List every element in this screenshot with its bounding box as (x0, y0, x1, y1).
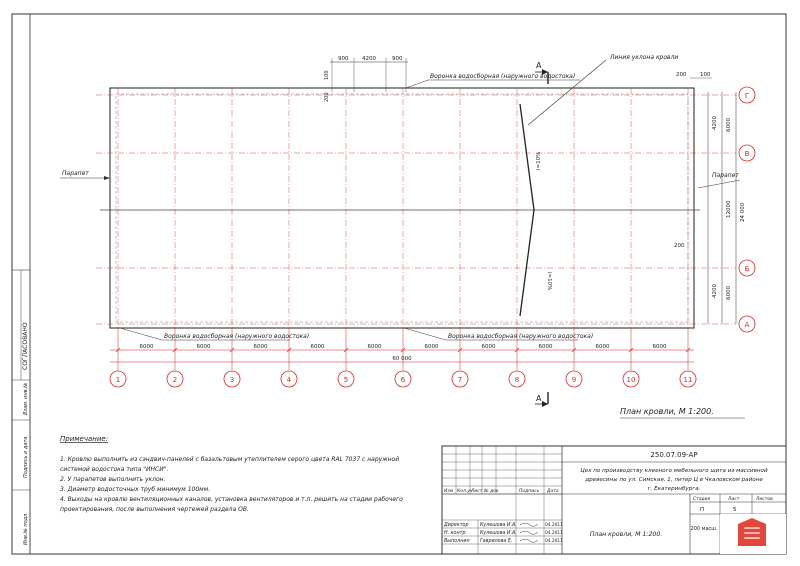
axis-bubble-1 (110, 371, 126, 387)
top-dim-2: 4200 (362, 56, 376, 62)
axis-label-x: 6 (400, 376, 406, 384)
col-izm: Изм (444, 489, 454, 494)
axis-label-x: 7 (457, 376, 463, 384)
bay-dim-10: 6000 (652, 344, 667, 350)
sign-date-label: Подпись и дата (23, 436, 29, 478)
axis-label-x: 11 (683, 376, 693, 384)
axis-label-x: 3 (229, 376, 235, 384)
bay-dim-4: 6000 (310, 344, 325, 350)
axis-bubble-5 (338, 371, 354, 387)
right-dim-4200-bottom: 4200 (712, 284, 718, 298)
sheet-header: Лист (728, 497, 740, 502)
name-3: Гаврилова Е. (480, 539, 513, 544)
orig-inv-label: Инв.№ подл. (23, 512, 29, 545)
overall-length: 60 000 (392, 356, 412, 362)
axis-label-x: 10 (626, 376, 636, 384)
scale-note: 200 масш. (690, 526, 718, 532)
section-letter-bottom: А (536, 394, 542, 403)
dim-100-left: 100 (324, 70, 330, 80)
role-1: Директор (444, 523, 469, 528)
axis-bubble-8 (509, 371, 525, 387)
axis-bubble-6 (395, 371, 411, 387)
name-2: Кулешова И.А. (480, 531, 517, 536)
right-top-dim-1: 200 (676, 72, 687, 78)
name-1: Кулешова И.А. (480, 523, 517, 528)
right-dim-24000: 24 000 (740, 202, 746, 222)
axis-bubble-А (739, 316, 755, 332)
axis-bubble-Г (739, 87, 755, 103)
note-line-1: 1. Кровлю выполнить из сэндвич-панелей с базальтовым утеплителем серого цвета RAL 7037 с наружной (60, 456, 400, 463)
project-line-1: Цех по производству клееного мебельного щита из массивной (580, 468, 768, 474)
right-dim-4200-top: 4200 (712, 116, 718, 130)
date-1: 04.2011 (545, 523, 563, 528)
stage-header: Стадия (693, 497, 711, 502)
dim-200-left: 200 (324, 92, 330, 102)
company-logo (720, 514, 786, 554)
note-line-4: 3. Диаметр водосточных труб минимум 100мм. (60, 486, 211, 493)
top-dim-1: 900 (338, 56, 349, 62)
bay-dim-9: 6000 (595, 344, 610, 350)
inv-replace-label: Взам. инв.№ (23, 382, 29, 415)
col-sign: Подпись (519, 489, 540, 494)
section-letter-top: А (536, 61, 542, 70)
gutter-bottom-left-label: Воронка водосборная (наружного водостока) (164, 333, 310, 340)
parapet-left-label: Парапет (62, 170, 89, 177)
bay-dim-3: 6000 (253, 344, 268, 350)
plan-caption: План кровли, М 1:200. (620, 407, 714, 416)
parapet-right-label: Парапет (712, 172, 739, 179)
doc-code: 250.07.09-АР (650, 451, 698, 459)
axis-label-x: 2 (172, 376, 178, 384)
bay-dim-1: 6000 (139, 344, 154, 350)
note-line-6: проектирования, после выполнения чертежей раздела ОВ. (60, 506, 249, 513)
axis-label-y: А (744, 321, 750, 329)
top-dim-3: 900 (392, 56, 403, 62)
bay-dim-6: 6000 (424, 344, 439, 350)
slope-top: i=10% (536, 151, 542, 170)
col-date: Дата (547, 489, 559, 494)
ridge-label: Линия уклона кровли (610, 54, 679, 61)
col-kol: Кол.уч (457, 489, 473, 494)
axis-label-y: В (744, 150, 750, 158)
axis-bubble-3 (224, 371, 240, 387)
col-doc: № док (484, 489, 499, 494)
sheet-title: План кровли, М 1:200. (589, 531, 663, 538)
stage-value: П (700, 507, 705, 513)
right-top-dim-2: 100 (700, 72, 711, 78)
project-line-2: древесины по ул. Симская, 1, литер Ц в Чкаловском районе (585, 477, 763, 483)
axis-label-y: Б (744, 265, 750, 273)
notes-heading: Примечание: (60, 435, 109, 443)
axis-label-x: 9 (571, 376, 577, 384)
gutter-top-label: Воронка водосборная (наружного водостока) (430, 73, 576, 80)
axis-bubble-9 (566, 371, 582, 387)
right-dim-200: 200 (674, 243, 685, 249)
slope-bottom: i=10% (546, 272, 552, 291)
axis-bubble-2 (167, 371, 183, 387)
axis-label-x: 5 (343, 376, 349, 384)
note-line-3: 2. У парапетов выполнить уклон. (60, 476, 166, 483)
project-line-3: г. Екатеринбурга. (647, 486, 701, 492)
axis-label-y: Г (744, 92, 750, 100)
axis-label-x: 1 (115, 376, 121, 384)
right-dim-6000-bottom: 6000 (726, 286, 732, 300)
axis-label-x: 8 (514, 376, 520, 384)
bay-dim-5: 6000 (367, 344, 382, 350)
axis-bubble-10 (623, 371, 639, 387)
role-2: Н. контр. (444, 531, 467, 536)
axis-bubble-7 (452, 371, 468, 387)
bay-dim-8: 6000 (538, 344, 553, 350)
axis-label-x: 4 (286, 376, 292, 384)
role-3: Выполнил (444, 539, 470, 544)
bay-dim-7: 6000 (481, 344, 496, 350)
right-dim-6000-top: 6000 (726, 118, 732, 132)
bay-dim-2: 6000 (196, 344, 211, 350)
axis-bubble-Б (739, 260, 755, 276)
agreed-label: СОГЛАСОВАНО (22, 322, 29, 370)
col-list: Лист (471, 489, 483, 494)
sheet-number: 5 (733, 507, 737, 513)
note-line-2: системой водостока типа "ИНСИ". (60, 466, 169, 473)
company-name: ЦСКЗ (740, 545, 764, 553)
axis-bubble-11 (680, 371, 696, 387)
right-dim-12000: 12000 (726, 200, 732, 218)
note-line-5: 4. Выходы на кровлю вентиляционных каналов, установка вентиляторов и т.п. решить на стадии рабочего (60, 496, 403, 503)
axis-bubble-4 (281, 371, 297, 387)
date-2: 04.2011 (545, 531, 563, 536)
gutter-bottom-right-label: Воронка водосборная (наружного водостока) (448, 333, 594, 340)
date-3: 04.2011 (545, 539, 563, 544)
axis-bubble-В (739, 145, 755, 161)
sheets-header: Листов (756, 497, 773, 502)
